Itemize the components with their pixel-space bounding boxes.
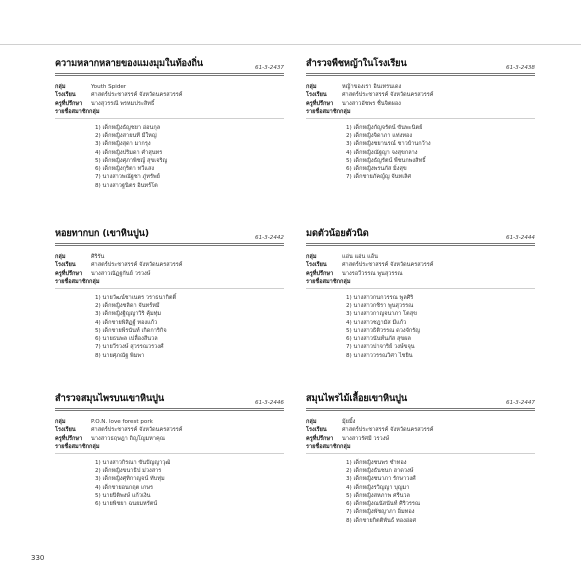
advisor-value: นางรอวีวรรณ พูนสุวรรณ xyxy=(342,270,403,277)
advisor-label: ครูที่ปรึกษา xyxy=(55,100,83,107)
title-rule xyxy=(306,408,535,412)
school-value: ศาสตร์ประชาสรรค์ จังหวัดนครสวรรค์ xyxy=(91,92,183,99)
group-label: กลุ่ม xyxy=(306,84,317,90)
project-title: ความหลากหลายของแมงมุมในท้องถิ่น xyxy=(55,58,203,69)
members-header: รายชื่อสมาชิกกลุ่ม xyxy=(306,279,351,286)
member-item: 7) นายวีรวงษ์ สุวรรณวรวงศ์ xyxy=(95,344,164,351)
advisor-label: ครูที่ปรึกษา xyxy=(306,270,334,277)
school-label: โรงเรียน xyxy=(55,262,76,269)
school-value: ศาสตร์ประชาสรรค์ จังหวัดนครสวรรค์ xyxy=(342,262,434,269)
project-code: 61-3-2438 xyxy=(506,65,535,71)
member-list xyxy=(95,294,284,360)
project-code: 61-3-2446 xyxy=(255,400,284,406)
member-item: 1) เด็กหญิงธัญชยา อ่อนกุล xyxy=(95,124,161,131)
member-item: 6) นายพิชยา ฉนยมหรัตน์ xyxy=(95,501,158,508)
group-value: แอ่น แอ่น แอ้น xyxy=(342,254,378,260)
member-item: 2) เด็กหญิงขนาธิป ม่วงสาร xyxy=(95,467,162,474)
member-item: 3) เด็กหญิงชยานรณ์ ชาวบ้านกว้าง xyxy=(346,141,431,148)
school-value: ศาสตร์ประชาสรรค์ จังหวัดนครสวรรค์ xyxy=(342,92,434,99)
member-item: 8) นายศุภณัฐ พิมพา xyxy=(95,352,145,359)
members-header: รายชื่อสมาชิกกลุ่ม xyxy=(55,109,100,116)
member-item: 4) เด็กชายอนกฤต เกษร xyxy=(95,484,154,491)
school-label: โรงเรียน xyxy=(306,427,327,434)
project-meta xyxy=(306,83,535,117)
school-value: ศาสตร์ประชาสรรค์ จังหวัดนครสวรรค์ xyxy=(342,427,434,434)
member-item: 2) เด็กหญิงสายนที มีใหญ่ xyxy=(95,132,157,139)
advisor-label: ครูที่ปรึกษา xyxy=(55,435,83,442)
title-rule xyxy=(55,408,284,412)
project-meta xyxy=(55,418,284,452)
group-value: Youth Spider xyxy=(91,84,127,90)
group-value: หญ้าของเรา อินเทรนเดง xyxy=(342,84,402,90)
members-header: รายชื่อสมาชิกกลุ่ม xyxy=(55,279,100,286)
project-card xyxy=(306,57,535,182)
group-value: P.O.N. love forest pork xyxy=(91,419,153,425)
members-header: รายชื่อสมาชิกกลุ่ม xyxy=(306,444,351,451)
project-card xyxy=(55,227,284,360)
members-divider xyxy=(55,288,284,289)
members-divider xyxy=(55,118,284,119)
advisor-value: นางสาวณัฏฐกันย์ วรวงษ์ xyxy=(91,270,151,277)
page-number: 330 xyxy=(31,554,45,562)
member-item: 5) เด็กหญิงธัญรัตน์ พืชนกพงสิทธิ์ xyxy=(346,157,426,164)
member-item: 4) นางสาวชฎามัส มีแก้ว xyxy=(346,319,407,326)
project-title: สำรวจพืชหญ้าในโรงเรียน xyxy=(306,58,407,69)
group-value: ศิริรัน xyxy=(91,254,105,260)
project-code: 61-3-2437 xyxy=(255,65,284,71)
member-item: 1) นางสาวกนกวรรณ พูลศิริ xyxy=(346,294,414,301)
title-rule xyxy=(306,73,535,77)
school-label: โรงเรียน xyxy=(306,92,327,99)
member-item: 5) เด็กหญิงสหภาพ ศรีนวล xyxy=(346,492,410,499)
project-card xyxy=(55,57,284,190)
member-item: 2) เด็กหญิงชลิดา จันทร์หมี xyxy=(95,302,160,309)
member-item: 1) เด็กหญิงกัญจรัตน์ ขันพะนิตย์ xyxy=(346,124,423,131)
members-divider xyxy=(306,453,535,454)
member-list xyxy=(346,124,535,182)
advisor-label: ครูที่ปรึกษา xyxy=(306,100,334,107)
member-item: 6) เด็กหญิงกุริตา ทวีแสง xyxy=(95,166,155,173)
project-meta xyxy=(55,83,284,117)
member-item: 6) เด็กหญิงพรนภัส มิ่งสุข xyxy=(346,166,407,173)
advisor-value: นางสุวรรณี พรหมประสิทธิ์ xyxy=(91,100,155,107)
group-value: มุ้ยมิ้ง xyxy=(342,419,356,425)
member-item: 7) นางสาวพณัฐชา ภู่ทรัพย์ xyxy=(95,174,160,181)
member-item: 5) เด็กชายพีรนันท์ เกิดการิกิจ xyxy=(95,327,167,334)
member-item: 1) เด็กหญิงชนพร ซำทอง xyxy=(346,459,407,466)
member-item: 4) เด็กหญิงปริมดา คำสุนทร xyxy=(95,149,163,156)
member-item: 8) นางสาวฐนิตร อินทร์โต xyxy=(95,182,158,189)
advisor-value: นางสาวรัศมี วรวงษ์ xyxy=(342,435,390,442)
project-title: สมุนไพรไม้เลื้อยเขาหินปูน xyxy=(306,393,408,404)
member-item: 6) นายธนพล เปลื่องสีนวล xyxy=(95,336,158,343)
member-item: 5) นายปิติพงษ์ แก้วเงิน xyxy=(95,492,151,499)
project-card xyxy=(306,392,535,525)
group-label: กลุ่ม xyxy=(306,254,317,260)
member-item: 4) เด็กหญิงณัฐญา จงสุขกลาง xyxy=(346,149,418,156)
members-divider xyxy=(55,453,284,454)
member-item: 4) เด็กชายพิสิฏฐ์ ทองแก้ว xyxy=(95,319,158,326)
project-title: มดตัวน้อยตัวนิด xyxy=(306,228,369,239)
member-item: 2) นางสาวกชิรา พูนสุวรรณ xyxy=(346,302,414,309)
group-label: กลุ่ม xyxy=(55,254,66,260)
project-title: สำรวจสมุนไพรบนเขาหินปูน xyxy=(55,393,165,404)
school-label: โรงเรียน xyxy=(55,427,76,434)
member-item: 8) นางสาววรรณวิศา ไชยิน xyxy=(346,352,413,359)
top-rule xyxy=(0,44,581,45)
member-list xyxy=(95,124,284,190)
member-item: 3) เด็กหญิงฐิญญาวิริ คุ้มทุ่ม xyxy=(95,311,162,318)
project-title: หอยทากบก (เขาหินปูน) xyxy=(55,228,149,239)
member-item: 8) เด็กชายกิตติพันธ์ ทองอ่อศ xyxy=(346,517,417,524)
member-list xyxy=(346,459,535,525)
title-rule xyxy=(55,73,284,77)
member-item: 6) นางสาวนันท์นภัส สุขผล xyxy=(346,336,411,343)
member-item: 1) นางสาวกิรณา ขันปัญญาวุฒิ xyxy=(95,459,171,466)
advisor-value: นางสาวอัชพร ชื่นจิตผอง xyxy=(342,100,401,107)
project-code: 61-3-2442 xyxy=(255,235,284,241)
title-rule xyxy=(55,243,284,247)
project-meta xyxy=(306,253,535,287)
member-item: 7) เด็กหญิงพัชญาภา อิ่มทอง xyxy=(346,509,415,516)
project-meta xyxy=(306,418,535,452)
member-item: 1) นายวัฒน์ชาเนตร วราธนากิตติ์ xyxy=(95,294,177,301)
member-item: 2) เด็กหญิงธันชนก ฮาดวงษ์ xyxy=(346,467,414,474)
school-value: ศาสตร์ประชาสรรค์ จังหวัดนครสวรรค์ xyxy=(91,262,183,269)
member-item: 4) เด็กหญิงรวิญญา บุญมา xyxy=(346,484,410,491)
project-meta xyxy=(55,253,284,287)
school-value: ศาสตร์ประชาสรรค์ จังหวัดนครสวรรค์ xyxy=(91,427,183,434)
project-code: 61-3-2444 xyxy=(506,235,535,241)
advisor-label: ครูที่ปรึกษา xyxy=(306,435,334,442)
group-label: กลุ่ม xyxy=(55,419,66,425)
group-label: กลุ่ม xyxy=(306,419,317,425)
project-code: 61-3-2447 xyxy=(506,400,535,406)
group-label: กลุ่ม xyxy=(55,84,66,90)
member-list xyxy=(95,459,284,509)
members-divider xyxy=(306,118,535,119)
member-item: 3) เด็กหญิงสุดา มากรุง xyxy=(95,141,151,148)
project-card xyxy=(55,392,284,508)
member-item: 7) นางสาวปาจาริย์ วงษ์ขจุน xyxy=(346,344,415,351)
members-header: รายชื่อสมาชิกกลุ่ม xyxy=(55,444,100,451)
member-item: 2) เด็กหญิงจิดาภา แท่งทอง xyxy=(346,132,413,139)
members-header: รายชื่อสมาชิกกลุ่ม xyxy=(306,109,351,116)
member-item: 5) เด็กหญิงศุภาพิชญ์ สุขเจริญ xyxy=(95,157,168,164)
members-divider xyxy=(306,288,535,289)
title-rule xyxy=(306,243,535,247)
member-item: 5) นางสาวธิติวรรณ ดวงจักรัญ xyxy=(346,327,421,334)
member-item: 3) เด็กหญิงศุทิกาญจน์ ทับทุ่ม xyxy=(95,476,165,483)
school-label: โรงเรียน xyxy=(306,262,327,269)
member-list xyxy=(346,294,535,360)
member-item: 7) เด็กชายภัคญ์ญ จันทเลิศ xyxy=(346,174,412,181)
member-item: 3) เด็กหญิงชนาภา รักษาวงศ์ xyxy=(346,476,416,483)
member-item: 3) นางสาวกาญจนาภา โตสุข xyxy=(346,311,417,318)
school-label: โรงเรียน xyxy=(55,92,76,99)
project-card xyxy=(306,227,535,360)
member-item: 6) เด็กหญิงณนัสนันท์ ศิริวรรณ xyxy=(346,501,421,508)
advisor-value: นางสาวธฤษฎา ถิญโญมหาคุณ xyxy=(91,435,165,442)
advisor-label: ครูที่ปรึกษา xyxy=(55,270,83,277)
